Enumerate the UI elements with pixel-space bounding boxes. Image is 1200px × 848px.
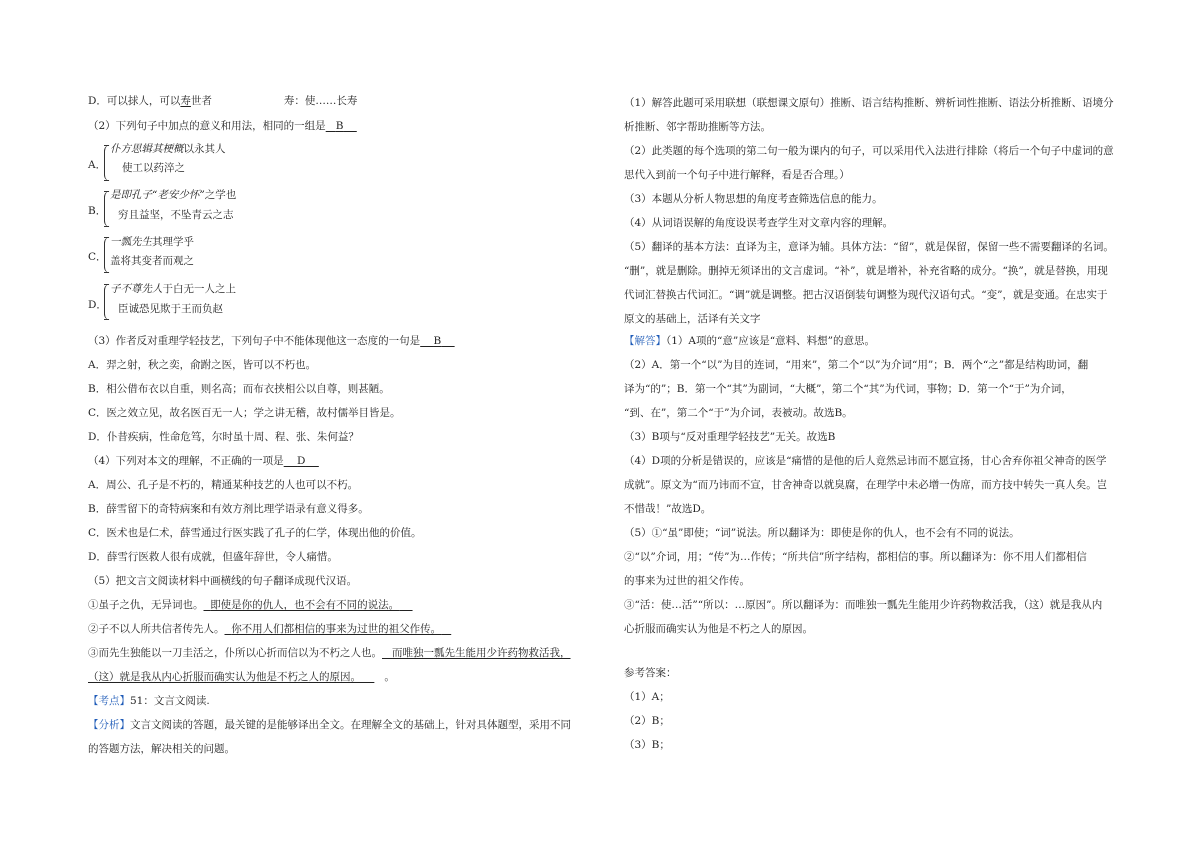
q5-item-3 [88, 646, 571, 660]
option-rest-text: 于白无一人之上 [162, 283, 236, 295]
q5-item-2 [88, 622, 451, 636]
question-5: （5）把文言文阅读材料中画横线的句子翻译成现代汉语。 [88, 575, 358, 587]
answer-4-line-1: （4）D项的分析是错误的，应该是“痛惜的是他的后人竟然忌讳而不愿宣扬，甘心舍弃你祖父神奇的医学 [624, 455, 1107, 467]
method-3-line: （3）本题从分析人物思想的角度考查筛选信息的能力。 [624, 193, 883, 205]
q3-option-d: D．仆昔疾病，性命危笃，尔时虽十周、程、张、朱何益？ [88, 431, 359, 443]
option-letter: B． [88, 205, 107, 217]
question-2-answer [326, 120, 357, 132]
method-2-line-2: 思代入到前一个句子中进行解释，看是否合理。） [624, 169, 850, 181]
q4-option-b: B．薛雪留下的奇特病案和有效方剂比理学语录有意义得多。 [88, 503, 369, 515]
q3-option-a: A．羿之射，秋之奕，俞跗之医，皆可以不朽也。 [88, 359, 317, 371]
option-d-underlined-char: 寿 [180, 95, 191, 107]
option-line-1 [110, 142, 226, 156]
option-rest-text: 之学也 [204, 189, 237, 201]
kaodian-tag: 【考点】 [88, 695, 130, 707]
kaodian [88, 694, 210, 708]
option-letter: A． [88, 159, 107, 171]
answer-5-line-3: 的事来为过世的祖父作传。 [624, 575, 750, 587]
option-line-2: 使工以药淬之 [122, 162, 185, 174]
answer-5-line-5: 心折服而确实认为他是不朽之人的原因。 [624, 623, 813, 635]
answer-5-line-4: ③“活：使…活”“所以：…原因”。所以翻译为：而唯独一瓢先生能用少许药物救活我，（这）就是我从内 [624, 599, 1103, 611]
option-italic-text: 一瓢先生 [110, 236, 152, 248]
answer-4-line-2: 成就”。原文为“而乃讳而不宣，甘舍神奇以就臭腐，在理学中未必增一伪席，而方技中转失一真人矣。岂 [624, 479, 1108, 491]
option-line-2: 盖将其变者而观之 [110, 255, 194, 267]
option-line-1 [110, 188, 236, 202]
q5-item-3-answer-text: 而唯独一瓢先生能用少许药物救活我， [392, 647, 571, 659]
question-4-stem: （4）下列对本文的理解，不正确的一项是 [88, 455, 284, 467]
q3-option-b: B．相公借布衣以自重，则名高；而布衣挟相公以自尊，则甚陋。 [88, 383, 390, 395]
option-d-text-end: 世者 [190, 95, 212, 107]
question-4-answer [284, 455, 319, 467]
q5-item-2-answer [225, 623, 452, 635]
q5-item-2-text: ②子不以人所共信者传先人。 [88, 623, 225, 635]
question-3-stem: （3）作者反对重理学轻技艺，下列句子中不能体现他这一态度的一句是 [88, 335, 421, 347]
answer-4-line-3: 不惜哉！”故选D。 [624, 503, 712, 515]
question-2 [88, 119, 357, 133]
method-2-line-1: （2）此类题的每个选项的第二句一般为课内的句子，可以采用代入法进行排除（将后一个句子中虚词的意 [624, 145, 1114, 157]
option-rest-text: 其理学乎 [152, 236, 194, 248]
option-letter: C． [88, 251, 107, 263]
method-1-line-2: 析推断、邻字帮助推断等方法。 [624, 121, 771, 133]
q5-item-3-answer [382, 647, 571, 659]
option-line-2: 穷且益坚，不坠青云之志 [118, 209, 234, 221]
reference-answers-title: 参考答案： [624, 667, 677, 679]
option-italic-text: 仆方思辑其梗概 [110, 143, 184, 155]
fenxi-line-2: 的答题方法，解决相关的问题。 [88, 743, 235, 755]
q5-item-3-answer-cont-text: （这）就是我从内心折服而确实认为他是不朽之人的原因。 [88, 671, 361, 683]
option-italic-text: 子不尊先人 [110, 283, 163, 295]
q4-option-c: C．医术也是仁术，薛雪通过行医实践了孔子的仁学，体现出他的价值。 [88, 527, 422, 539]
q5-item-3-text: ③而先生独能以一刀圭活之，仆所以心折而信以为不朽之人也。 [88, 647, 382, 659]
question-2-stem: （2）下列句子中加点的意义和用法，相同的一组是 [88, 120, 326, 132]
answer-2-line-2: 译为“的”；B．第一个“其”为副词，“大概”，第二个“其”为代词，事物；D．第一个“于”为介词， [624, 383, 1072, 395]
q5-item-1-answer [204, 599, 413, 611]
q5-item-1 [88, 598, 413, 612]
option-line-1 [110, 235, 194, 249]
q4-option-a: A．周公、孔子是不朽的，精通某种技艺的人也可以不朽。 [88, 479, 359, 491]
q5-item-1-text: ①虽子之仇，无异词也。 [88, 599, 204, 611]
answer-2-line-1: （2）A．第一个“以”为目的连词，“用来”，第二个“以”为介词“用”；B．两个“之”都是结构助词，翻 [624, 359, 1089, 371]
fenxi-line-1 [88, 718, 571, 732]
reference-answer-3: （3）B； [624, 739, 670, 751]
reference-answer-1: （1）A； [624, 691, 670, 703]
question-3-answer-value: B [433, 335, 442, 347]
method-1-line-1: （1）解答此题可采用联想（联想课文原句）推断、语言结构推断、辨析词性推断、语法分析推断、语境分 [624, 97, 1114, 109]
option-d-gloss: 寿：使……长寿 [283, 95, 358, 107]
answer-5-line-2: ②“以”介词，用；“传”为…作传；“所共信”所字结构，都相信的事。所以翻译为：你不用人们都相信 [624, 551, 1087, 563]
option-rest-text: 以永其人 [183, 143, 226, 155]
method-5-line-4: 原文的基础上，活译有关文字 [624, 313, 761, 325]
option-line-2: 臣诚恐见欺于王而负赵 [118, 303, 223, 315]
method-4-line: （4）从词语误解的角度设误考查学生对文章内容的理解。 [624, 217, 894, 229]
question-4 [88, 454, 319, 468]
jieda-tag: 【解答】 [624, 335, 666, 347]
q5-item-3-cont [88, 670, 395, 684]
question-3 [88, 334, 455, 348]
q5-item-1-answer-text: 即使是你的仇人，也不会有不同的说法。 [210, 599, 400, 611]
answer-3-line: （3）B项与“反对重理学轻技艺”无关。故选B [624, 431, 836, 443]
answer-2-line-3: “到、在”，第二个“于”为介词，表被动。故选B。 [624, 407, 853, 419]
question-4-answer-value: D [297, 455, 306, 467]
option-d-text: D．可以捄人，可以 [88, 95, 181, 107]
option-letter: D． [88, 299, 107, 311]
fenxi-text: 文言文阅读的答题，最关键的是能够译出全文。在理解全文的基础上，针对具体题型，采用不同 [130, 719, 571, 731]
q3-option-c: C．医之效立见，故名医百无一人；学之讲无稽，故村儒举目皆是。 [88, 407, 401, 419]
reference-answer-2: （2）B； [624, 715, 670, 727]
fenxi-tag: 【分析】 [88, 719, 130, 731]
option-line-1 [110, 282, 236, 296]
kaodian-text: 51：文言文阅读. [130, 695, 210, 707]
method-5-line-3: 代词汇替换古代词汇。“调”就是调整。把古汉语倒装句调整为现代汉语句式。“变”，就是变通。在忠实于 [624, 289, 1108, 301]
q5-item-3-answer-cont [88, 671, 374, 683]
q5-item-2-answer-text: 你不用人们都相信的事来为过世的祖父作传。 [231, 623, 442, 635]
q5-item-3-end: 。 [384, 671, 395, 683]
method-5-line-2: “删”，就是删除。删掉无须译出的文言虚词。“补”，就是增补，补充省略的成分。“换”，就是替换，用现 [624, 265, 1108, 277]
option-d-line [88, 94, 357, 108]
question-3-answer [420, 335, 454, 347]
answer-5-line-1: （5）①“虽”即使；“词”说法。所以翻译为：即使是你的仇人，也不会有不同的说法。 [624, 527, 1020, 539]
method-5-line-1: （5）翻译的基本方法：直译为主，意译为辅。具体方法：“留”，就是保留，保留一些不需要翻译的名词。 [624, 241, 1114, 253]
question-2-answer-value: B [335, 120, 344, 132]
jieda-line-1 [624, 334, 875, 348]
option-italic-text: 是即孔子“老安少怀” [110, 189, 205, 201]
q4-option-d: D．薛雪行医救人很有成就，但盛年辞世，令人痛惜。 [88, 551, 338, 563]
jieda-text: （1）A项的“意”应该是“意料、料想”的意思。 [666, 335, 875, 347]
